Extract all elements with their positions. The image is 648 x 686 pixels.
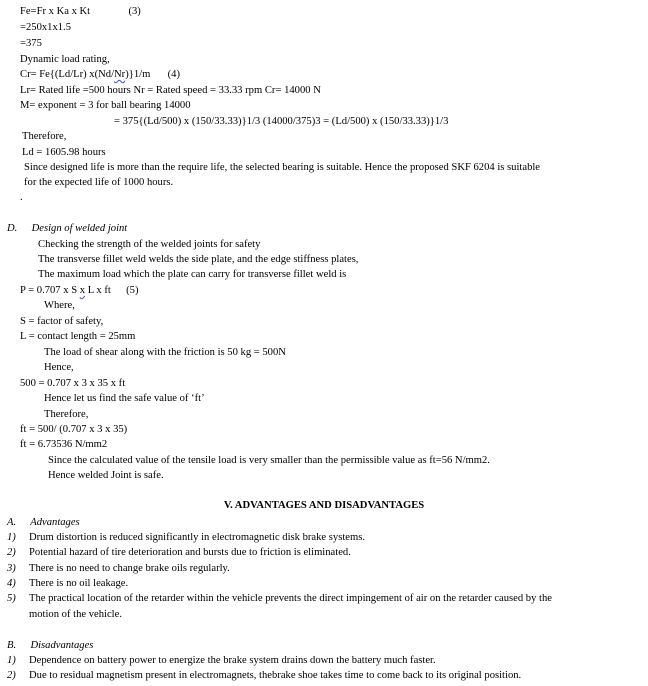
- equation-3-text: Fe=Fr x Ka x Kt: [20, 6, 91, 17]
- calc-line: Lr= Rated life =500 hours Nr = Rated speed = 33.33 rpm Cr= 14000 N: [20, 85, 321, 96]
- equation-3: [20, 5, 141, 18]
- equation-5-text-c: L x ft: [85, 285, 111, 296]
- subsection-title: Disadvantages: [30, 640, 94, 651]
- weld-line: ft = 6.73536 N/mm2: [20, 439, 108, 450]
- calc-line: Therefore,: [22, 131, 67, 142]
- list-item: [7, 577, 128, 590]
- list-item-number: 4): [7, 578, 16, 589]
- weld-line: Since the calculated value of the tensile load is very smaller than the permissible value as ft=56 N/mm2.: [48, 455, 490, 466]
- paragraph-line: for the expected life of 1000 hours.: [24, 177, 174, 188]
- list-item-text: Potential hazard of tire deterioration and bursts due to friction is eliminated.: [29, 547, 351, 558]
- weld-line: Therefore,: [44, 409, 89, 420]
- list-item: [7, 654, 436, 667]
- weld-line: The transverse fillet weld welds the side plate, and the edge stiffness plates,: [38, 254, 359, 265]
- section-heading: V. ADVANTAGES AND DISADVANTAGES: [223, 500, 425, 511]
- list-item: [7, 562, 230, 575]
- calc-line: Dynamic load rating,: [20, 54, 110, 65]
- list-item: [7, 531, 365, 544]
- list-item-continuation: motion of the vehicle.: [29, 609, 122, 620]
- subsection-marker: B.: [7, 640, 17, 651]
- weld-line: Hence let us find the safe value of ‘ft’: [44, 393, 205, 404]
- list-item-text: Dependence on battery power to energize the brake system drains down the battery much faster.: [29, 655, 436, 666]
- list-item-text: There is no oil leakage.: [29, 578, 129, 589]
- list-item-number: 2): [7, 547, 16, 558]
- subsection-heading-advantages: [7, 516, 80, 529]
- subsection-marker: A.: [7, 517, 17, 528]
- stray-dot: .: [20, 192, 23, 203]
- equation-5-text-a: P = 0.707 x S: [20, 285, 80, 296]
- calc-line: Ld = 1605.98 hours: [22, 147, 106, 158]
- equation-4-number: (4): [167, 69, 180, 80]
- calc-line: = 375{(Ld/500) x (150/33.33)}1/3 (14000/375)3 = (Ld/500) x (150/33.33)}1/3: [114, 116, 449, 127]
- calc-line: =250x1x1.5: [20, 22, 71, 33]
- list-item-number: 5): [7, 593, 16, 604]
- weld-line: Hence welded Joint is safe.: [48, 470, 164, 481]
- subsection-title: Advantages: [30, 517, 80, 528]
- weld-line: Checking the strength of the welded joints for safety: [38, 239, 261, 250]
- subsection-title: Design of welded joint: [31, 223, 128, 234]
- list-item: [7, 669, 521, 682]
- equation-4-text-a: Cr= Fe{(Ld/Lr) x(Nd/: [20, 69, 115, 80]
- weld-line: L = contact length = 25mm: [20, 331, 136, 342]
- weld-line: 500 = 0.707 x 3 x 35 x ft: [20, 378, 126, 389]
- list-item-text: Drum distortion is reduced significantly in electromagnetic disk brake systems.: [29, 532, 365, 543]
- list-item: [7, 546, 351, 559]
- paragraph-line: Since designed life is more than the require life, the selected bearing is suitable. Hence the proposed SKF 6204 is suitable: [24, 162, 541, 173]
- weld-line: Hence,: [44, 362, 74, 373]
- subsection-marker: D.: [7, 223, 18, 234]
- equation-4-text-c: )}1/m: [125, 69, 151, 80]
- list-item-number: 1): [7, 532, 16, 543]
- list-item-text: The practical location of the retarder within the vehicle prevents the direct impingement of air on the retarder caused by the: [29, 593, 552, 604]
- calc-line: M= exponent = 3 for ball bearing 14000: [20, 100, 191, 111]
- equation-3-number: (3): [128, 6, 141, 17]
- equation-5-number: (5): [126, 285, 139, 296]
- list-item-text: Due to residual magnetism present in electromagnets, thebrake shoe takes time to come back to its original position.: [29, 670, 522, 681]
- subsection-heading-disadvantages: [7, 639, 93, 652]
- weld-line: Where,: [44, 300, 75, 311]
- weld-line: The maximum load which the plate can carry for transverse fillet weld is: [38, 269, 347, 280]
- list-item-number: 3): [7, 563, 16, 574]
- list-item-number: 2): [7, 670, 16, 681]
- subsection-heading-welded-joint: [7, 222, 127, 235]
- list-item: [7, 592, 552, 605]
- calc-line: =375: [20, 38, 42, 49]
- equation-5: [20, 284, 139, 297]
- equation-5-text-b: x: [79, 285, 86, 296]
- weld-line: ft = 500/ (0.707 x 3 x 35): [20, 424, 128, 435]
- equation-4: [20, 68, 180, 81]
- list-item-text: There is no need to change brake oils regularly.: [29, 563, 230, 574]
- weld-line: S = factor of safety,: [20, 316, 104, 327]
- list-item-number: 1): [7, 655, 16, 666]
- weld-line: The load of shear along with the friction is 50 kg = 500N: [44, 347, 286, 358]
- equation-4-text-b: Nr: [114, 69, 126, 80]
